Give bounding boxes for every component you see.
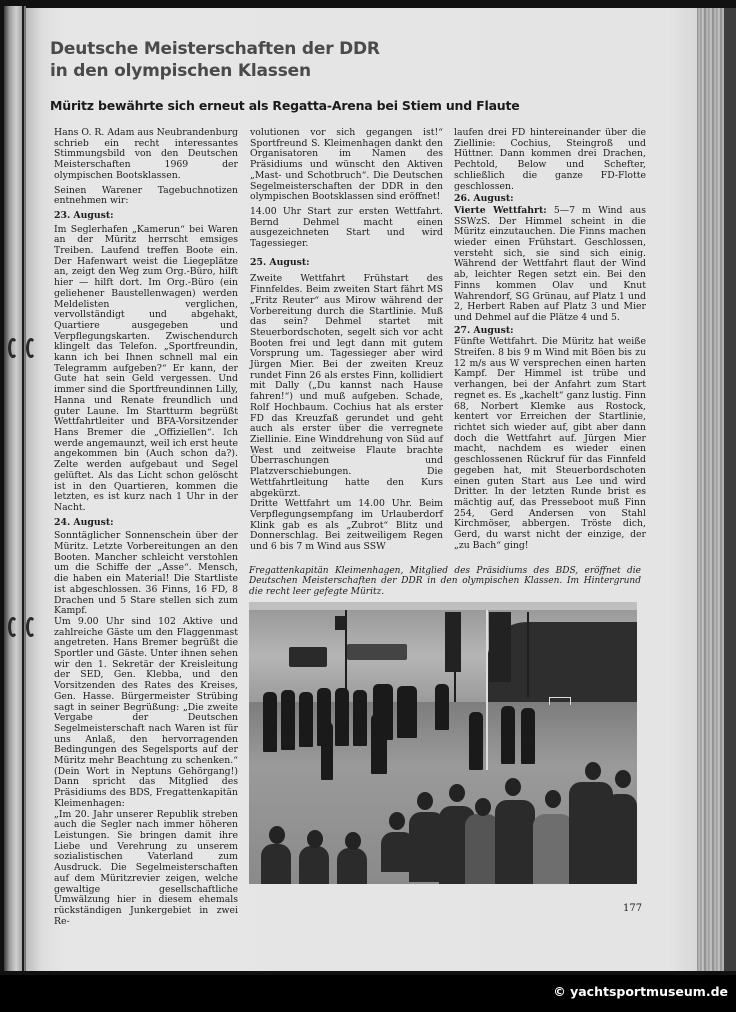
- photo-person: [281, 690, 295, 750]
- crowd-person: [505, 778, 521, 796]
- binding-ring-icon: [8, 617, 18, 637]
- body-paragraph: 5—7 m Wind aus SSWzS. Der Himmel scheint in die Müritz einzutauchen. Die Finns machen wieder einen Frühstart. Geschlossen, versteht sich, sie sind sich einig. Während der Wettfahrt flaut der Wind ab, leichter Regen setzt ein. Bei den Finns kommen Olav und Knut Wahrendorf, SG Grünau, auf Platz 1 und 2, Herbert Raben auf Platz 3 und Mier und Dehmel auf die Plätze 4 und 5.: [454, 204, 646, 323]
- flagpole: [527, 612, 529, 697]
- photo-bench: [549, 697, 571, 705]
- crowd-person: [261, 844, 291, 884]
- photo-boat: [289, 647, 327, 667]
- body-paragraph: 14.00 Uhr Start zur ersten Wettfahrt. Bernd Dehmel macht einen ausgezeichneten Start und wird Tagessieger.: [250, 205, 443, 250]
- body-paragraph: laufen drei FD hintereinander über die Ziellinie: Cochius, Steingroß und Hüttner. Dann kommen drei Drachen, Pechtold, Below und Schefter, schließlich die ganze FD-Flotte geschlossen.: [454, 127, 646, 192]
- intro-paragraph: Hans O. R. Adam aus Neubrandenburg schrieb ein recht interessantes Stimmungsbild von den Deutschen Meisterschaften 1969 der olympischen Bootsklassen.: [54, 127, 238, 181]
- body-paragraph: Um 9.00 Uhr sind 102 Aktive und zahlreiche Gäste um den Flaggenmast angetreten. Hans Bremer begrüßt die Sportler und Gäste. Unter ihnen sehen wir den 1. Sekretär der Kreisleitung der SED, Gen. Klebba, und den Vorsitzenden des Rates des Kreises, Gen. Hasse. Bürgermeister Strübing sagt in seiner Begrüßung: „Die zweite Vergabe der Deutschen Segelmeisterschaft nach Waren ist für uns Anlaß, den hervorragenden Bedingungen des Segelsports auf der Müritz mehr Beachtung zu schenken.“ (Dein Wort in Neptuns Gehörgang!) Dann spricht das Mitglied des Präsidiums des BDS, Fregattenkapitän Kleimenhagen:: [54, 615, 238, 809]
- crowd-person: [545, 790, 561, 808]
- crowd-person: [495, 800, 535, 884]
- photo-person: [263, 692, 277, 752]
- spine-gutter-line: [22, 6, 24, 971]
- column-1: [54, 128, 238, 927]
- body-paragraph: Sonntäglicher Sonnenschein über der Müritz. Letzte Vorbereitungen an den Booten. Mancher schleicht verstohlen um die Schiffe der „Asse“. Mensch, die haben ein Material! Die Startliste ist abgeschlossen. 36 Finns, 16 FD, 8 Drachen und 5 Stare stellen sich zum Kampf.: [54, 530, 238, 617]
- date-heading: 23. August:: [54, 209, 114, 221]
- body-paragraph: volutionen vor sich gegangen ist!“ Sportfreund S. Kleimenhagen dankt den Organisatoren im Namen des Präsidiums und wünscht den Aktiven „Mast- und Schotbruch“. Die Deutschen Segelmeisterschaften der DDR in den olympischen Bootsklassen sind eröffnet!: [250, 127, 443, 203]
- body-paragraph: Fünfte Wettfahrt. Die Müritz hat weiße Streifen. 8 bis 9 m Wind mit Böen bis zu 12 m/s aus W versprechen einen harten Kampf. Der Himmel ist trübe und verhangen, bei der Anfahrt zum Start regnet es. Es „kachelt“ ganz lustig. Finn 68, Norbert Klemke aus Rostock, kentert vor Erreichen der Startlinie, richtet sich wieder auf, gibt aber dann doch die Wettfahrt auf. Jürgen Mier macht, nachdem es wieder einen geschlossenen Rückruf für das Finnfeld gegeben hat, mit Steuerbordschoten einen guten Start aus Lee und wird Dritter. In der letzten Runde brist es mächtig auf, das Presseboot muß Finn 254, Gerd Andersen von Stahl Kirchmöser, abbergen. Tröste dich, Gerd, du warst nicht der einzige, der „zu Bach“ ging!: [454, 336, 646, 551]
- article-title: [50, 38, 650, 82]
- crowd-person: [465, 814, 499, 884]
- crowd-person: [307, 830, 323, 848]
- crowd-person: [585, 762, 601, 780]
- crowd-person: [417, 792, 433, 810]
- flag: [445, 612, 461, 672]
- date-heading: 26. August:: [454, 193, 514, 205]
- page-stack-edges: [697, 8, 727, 971]
- title-line-2: in den olympischen Klassen: [50, 61, 311, 81]
- title-line-1: Deutsche Meisterschaften der DDR: [50, 39, 380, 59]
- binding-ring-icon: [26, 338, 36, 358]
- body-paragraph: Dritte Wettfahrt um 14.00 Uhr. Beim Verpflegungsempfang im Urlauberdorf Klink gab es als „Zubrot“ Blitz und Donnerschlag. Bei zeitweiligem Regen und 6 bis 7 m Wind aus SSW: [250, 498, 443, 553]
- flagpole: [486, 610, 488, 770]
- crowd-person: [533, 814, 573, 884]
- body-paragraph: „Im 20. Jahr unserer Republik streben auch die Segler nach immer höheren Leistungen. Sie bringen damit ihre Liebe und Verehrung zu unserem sozialistischen Vaterland zum Ausdruck. Die Segelmeisterschaften auf dem Müritzrevier zeigen, welche gewaltige gesellschaftliche Umwälzung hier in diesem ehemals rückständigen Junkergebiet in zwei Re-: [54, 808, 238, 927]
- flag: [489, 612, 511, 682]
- photo-person: [435, 684, 449, 730]
- binding-ring-icon: [26, 617, 36, 637]
- date-heading: 27. August:: [454, 324, 514, 336]
- crowd-person: [475, 798, 491, 816]
- binding-ring-icon: [8, 338, 18, 358]
- photo-person: [299, 692, 313, 747]
- crowd-person: [269, 826, 285, 844]
- column-3: [454, 128, 646, 551]
- photo-person: [335, 688, 349, 746]
- intro-paragraph-2: Seinen Warener Tagebuchnotizen entnehmen wir:: [54, 184, 238, 207]
- photo-boat: [347, 644, 407, 660]
- page-number: 177: [623, 903, 643, 914]
- book-cover-edge: [724, 8, 736, 971]
- ceremony-photo: [249, 602, 637, 884]
- flag: [335, 616, 345, 630]
- crowd-person: [389, 812, 405, 830]
- photo-person: [353, 690, 367, 746]
- date-heading: 25. August:: [250, 256, 310, 268]
- photo-caption: Fregattenkapitän Kleimenhagen, Mitglied des Präsidiums des BDS, eröffnet die Deutschen Meisterschaften der DDR in den olympischen Klassen. Im Hintergrund die recht leer gefegte Müritz.: [249, 566, 641, 597]
- crowd-person: [615, 770, 631, 788]
- watermark-text: © yachtsportmuseum.de: [553, 984, 728, 999]
- body-paragraph: Im Seglerhafen „Kamerun“ bei Waren an der Müritz herrscht emsiges Treiben. Laufend treffen Boote ein. Der Hafenwart weist die Liegeplätze an, zeigt den Weg zum Org.-Büro, hilft hier — hilft dort. Im Org.-Büro (ein geliehener Baustellenwagen) werden Meldelisten verglichen, vervollständigt und abgehakt, Quartiere ausgegeben und Verpflegungskarten. Zwischendurch klingelt das Telefon. „Sportfreundin, kann ich bei Ihnen schnell mal ein Telegramm aufgeben?“ Er kann, der Gute hat sein Geld vergessen. Und immer sind die Sportfreundinnen Lilly, Hanna und Renate freundlich und guter Laune. Im Startturm begrüßt Wettfahrtleiter und BFA-Vorsitzender Hans Bremer die „Offiziellen“. Ich werde angemaunzt, weil ich erst heute angekommen bin (Auch schon da?). Zelte werden aufgebaut und Segel gelüftet. Als das Licht schon gelöscht ist in den Quartieren, kommen die letzten, es ist kurz nach 1 Uhr in der Nacht.: [54, 223, 238, 513]
- photo-person: [397, 686, 417, 738]
- article-subtitle: Müritz bewährte sich erneut als Regatta-Arena bei Stiem und Flaute: [50, 98, 520, 113]
- photo-crowd: [249, 754, 637, 884]
- race-lead: Vierte Wettfahrt:: [454, 204, 547, 216]
- crowd-person: [337, 848, 367, 884]
- column-2: [250, 128, 443, 553]
- body-paragraph: Zweite Wettfahrt Frühstart des Finnfeldes. Beim zweiten Start fährt MS „Fritz Reuter“ aus Mirow während der Vorbereitung durch die Startlinie. Muß das sein? Dehmel startet mit Steuerbordschoten, segelt sich vor acht Booten frei und legt dann mit gutem Vorsprung um. Tagessieger aber wird Jürgen Mier. Bei der zweiten Kreuz rundet Finn 26 als erstes Finn, kollidiert mit Dally („Du kannst nach Hause fahren!“) und muß aufgeben. Schade, Rolf Hochbaum. Cochius hat als erster FD das Kreuzfaß gerundet und geht auch als erster über die verregnete Ziellinie. Eine Winddrehung von Süd auf West und zeitweise Flaute brachte Überraschungen und Platzverschiebungen. Die Wettfahrtleitung hatte den Kurs abgekürzt.: [250, 273, 443, 499]
- crowd-person: [345, 832, 361, 850]
- flagpole: [345, 610, 347, 700]
- date-heading: 24. August:: [54, 516, 114, 528]
- crowd-person: [299, 846, 329, 884]
- crowd-person: [449, 784, 465, 802]
- crowd-person: [605, 794, 637, 884]
